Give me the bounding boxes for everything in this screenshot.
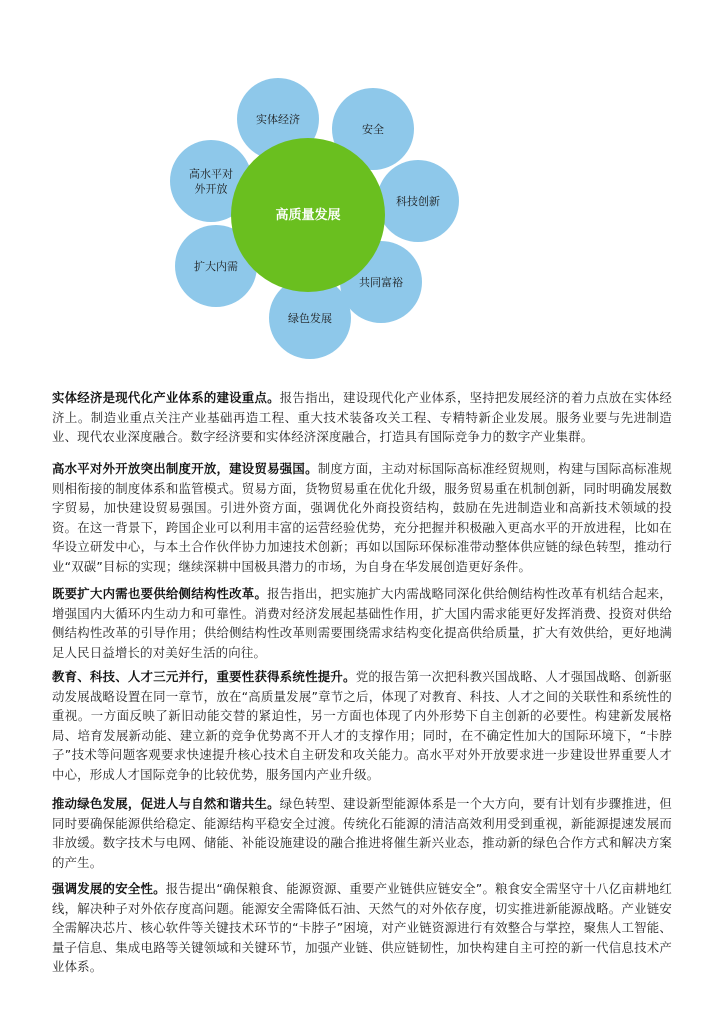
paragraph-lead: 高水平对外开放突出制度开放，建设贸易强国。 xyxy=(52,461,318,476)
paragraph-lead: 强调发展的安全性。 xyxy=(52,881,166,896)
paragraph-body: 制度方面，主动对标国际高标准经贸规则，构建与国际高标准规则相衔接的制度体系和监管模式。贸易方面，货物贸易重在优化升级，服务贸易重在机制创新，同时明确发展数字贸易，加快建设贸易强国。引进外资方面，强调优化外商投资结构，鼓励在先进制造业和高新技术领域的投资。在这一背景下，跨国企业可以利用丰富的运营经验优势，充分把握并积极融入更高水平的开放进程，比如在华设立研发中心，与本土合作伙伴协力加速技术创新；再如以国际环保标准带动整体供应链的绿色转型，推动行业“双碳”目标的实现；继续深耕中国极具潜力的市场，为自身在华发展创造更好条件。 xyxy=(52,461,673,574)
paragraph-body: 绿色转型、建设新型能源体系是一个大方向，要有计划有步骤推进，但同时要确保能源供给稳定、能源结构平稳安全过渡。传统化石能源的清洁高效利用受到重视，新能源提速发展而非放缓。数字技术与电网、储能、补能设施建设的融合推进将催生新兴业态，推动新的绿色合作方式和解决方案的产生。 xyxy=(52,796,672,870)
paragraph-body: 报告指出，建设现代化产业体系，坚持把发展经济的着力点放在实体经济上。制造业重点关注产业基础再造工程、重大技术装备攻关工程、专精特新企业发展。服务业要与先进制造业、现代农业深度融合。数字经济要和实体经济深度融合，打造具有国际竞争力的数字产业集群。 xyxy=(52,390,672,445)
node-label: 扩大内需 xyxy=(194,260,238,273)
paragraph-security xyxy=(52,879,672,977)
node-label: 高水平对 xyxy=(189,167,233,181)
paragraph-body: 党的报告第一次把科教兴国战略、人才强国战略、创新驱动发展战略设置在同一章节，放在“高质量发展”章节之后，体现了对教育、科技、人才之间的关联性和系统性的重视。一方面反映了新旧动能交替的紧迫性，另一方面也体现了内外形势下自主创新的必要性。构建新发展格局、培育发展新动能、建立新的竞争优势离不开人才的支撑作用；同时，在不确定性加大的国际环境下，“卡脖子”技术等问题客观要求快速提升核心技术自主研发和攻关能力。高水平对外开放要求进一步建设世界重要人才中心，形成人才国际竞争的比较优势，服务国内产业升级。 xyxy=(52,669,672,782)
paragraph-lead: 推动绿色发展，促进人与自然和谐共生。 xyxy=(52,796,280,811)
paragraph-body: 报告提出“确保粮食、能源资源、重要产业链供应链安全”。粮食安全需坚守十八亿亩耕地红线，解决种子对外依存度高问题。能源安全需降低石油、天然气的对外依存度，切实推进新能源战略。产业链安全需解决芯片、核心软件等关键技术环节的“卡脖子”困境，对产业链资源进行有效整合与掌控，聚焦人工智能、量子信息、集成电路等关键领域和关键环节，加强产业链、供应链韧性，加快构建自主可控的新一代信息技术产业体系。 xyxy=(52,881,672,975)
node-label: 实体经济 xyxy=(256,113,300,126)
paragraph-green-development xyxy=(52,794,672,872)
node-label: 科技创新 xyxy=(396,195,440,208)
center-label: 高质量发展 xyxy=(275,208,341,223)
paragraph-opening-up xyxy=(52,459,672,577)
paragraph-lead: 既要扩大内需也要供给侧结构性改革。 xyxy=(52,586,268,601)
paragraph-education-tech-talent xyxy=(52,667,672,785)
node-label: 外开放 xyxy=(194,182,228,196)
paragraph-lead: 实体经济是现代化产业体系的建设重点。 xyxy=(52,390,280,405)
node-label: 绿色发展 xyxy=(288,312,332,325)
paragraph-domestic-demand xyxy=(52,584,672,662)
node-label: 共同富裕 xyxy=(359,276,403,289)
paragraph-real-economy xyxy=(52,388,672,447)
paragraph-lead: 教育、科技、人才三元并行，重要性获得系统性提升。 xyxy=(52,669,356,684)
seven-circles-diagram xyxy=(0,0,724,375)
node-label: 安全 xyxy=(362,123,384,136)
paragraph-body: 报告指出，把实施扩大内需战略同深化供给侧结构性改革有机结合起来，增强国内大循环内生动力和可靠性。消费对经济发展起基础性作用，扩大国内需求能更好发挥消费、投资对供给侧结构性改革的引导作用；供给侧结构性改革则需要围绕需求结构变化提高供给质量，扩大有效供给，更好地满足人民日益增长的对美好生活的向往。 xyxy=(52,586,672,660)
